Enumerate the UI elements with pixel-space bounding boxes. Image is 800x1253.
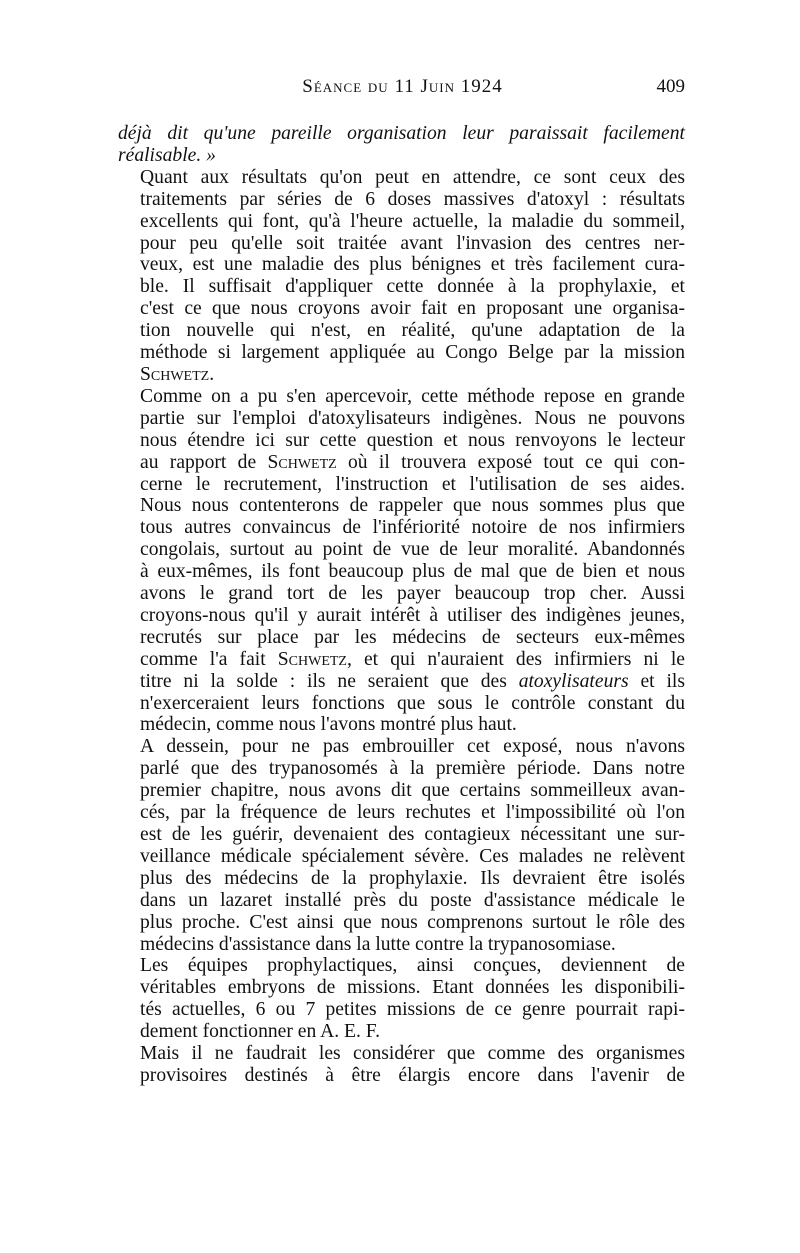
text-line: à eux-mêmes, ils font beaucoup plus de mal que de bien et nous bbox=[140, 561, 685, 583]
text-line: premier chapitre, nous avons dit que certains sommeilleux avan- bbox=[140, 780, 685, 802]
text-line: véritables embryons de missions. Etant données les disponibili- bbox=[140, 977, 685, 999]
text-line: plus des médecins de la prophylaxie. Ils devraient être isolés bbox=[140, 867, 685, 889]
text-line: congolais, surtout au point de vue de leur moralité. Abandonnés bbox=[140, 539, 685, 561]
text-line: plus proche. C'est ainsi que nous comprenons surtout le rôle des bbox=[140, 911, 685, 933]
text-line: cerne le recrutement, l'instruction et l'utilisation de ses aides. bbox=[140, 473, 685, 495]
text-line: dement fonctionner en A. E. F. bbox=[140, 1021, 381, 1043]
author-name: Schwetz bbox=[277, 648, 347, 670]
text-line: recrutés sur place par les médecins de secteurs eux-mêmes bbox=[140, 626, 685, 648]
paragraph-isolation bbox=[118, 736, 685, 955]
text-line: traitements par séries de 6 doses massives d'atoxyl : résultats bbox=[140, 188, 685, 210]
text-line: médecin, comme nous l'avons montré plus haut. bbox=[140, 714, 517, 736]
text-line: est de les guérir, devenaient des contagieux nécessitant une sur- bbox=[140, 824, 685, 845]
text-line: provisoires destinés à être élargis encore dans l'avenir de bbox=[140, 1064, 685, 1086]
text-line: nous étendre ici sur cette question et nous renvoyons le lecteur bbox=[140, 429, 685, 451]
text-line: croyons-nous qu'il y aurait intérêt à utiliser des indigènes jeunes, bbox=[140, 604, 685, 626]
text-line: excellents qui font, qu'à l'heure actuelle, la maladie du sommeil, bbox=[140, 210, 685, 232]
text-line: Comme on a pu s'en apercevoir, cette méthode repose en grande bbox=[140, 385, 685, 407]
text-line: méthode si largement appliquée au Congo Belge par la mission bbox=[140, 342, 685, 364]
body-text bbox=[118, 123, 685, 1087]
text-line: Mais il ne faudrait les considérer que comme des organismes bbox=[140, 1043, 685, 1065]
text-line: veillance médicale spécialement sévère. Ces malades ne relèvent bbox=[140, 845, 685, 867]
text-line: déjà dit qu'une pareille organisation leur paraissait facilement bbox=[118, 123, 685, 144]
text-line: ble. Il suffisait d'appliquer cette donnée à la prophylaxie, et bbox=[140, 276, 685, 298]
text-line: cés, par la fréquence de leurs rechutes et l'impossibilité où l'on bbox=[140, 802, 685, 824]
text-line: Les équipes prophylactiques, ainsi conçues, deviennent de bbox=[140, 955, 685, 977]
emphasis: atoxylisateurs bbox=[518, 670, 629, 692]
text-line: tés actuelles, 6 ou 7 petites missions de ce genre pourrait rapi- bbox=[140, 999, 685, 1021]
paragraph-quote-end bbox=[118, 123, 685, 167]
text-line: A dessein, pour ne pas embrouiller cet exposé, nous n'avons bbox=[140, 736, 685, 758]
paragraph-results bbox=[118, 167, 685, 386]
text-line: c'est ce que nous croyons avoir fait en proposant une organisa- bbox=[140, 298, 685, 320]
text-run: au rapport de bbox=[140, 451, 268, 473]
text-run: , et qui n'auraient des infirmiers ni le bbox=[346, 648, 685, 670]
text-line: Quant aux résultats qu'on peut en attendre, ce sont ceux des bbox=[140, 166, 685, 188]
text-line: tion nouvelle qui n'est, en réalité, qu'une adaptation de la bbox=[140, 320, 685, 342]
text-line: n'exerceraient leurs fonctions que sous le contrôle constant du bbox=[140, 692, 685, 714]
page-header bbox=[120, 74, 685, 100]
text-line: dans un lazaret installé près du poste d'assistance médicale le bbox=[140, 889, 685, 911]
text-line: avons le grand tort de les payer beaucoup trop cher. Aussi bbox=[140, 583, 685, 605]
text-line: partie sur l'emploi d'atoxylisateurs indigènes. Nous ne pouvons bbox=[140, 407, 685, 429]
text-run: titre ni la solde : ils ne seraient que des bbox=[140, 670, 519, 692]
text-line: Nous nous contenterons de rappeler que nous sommes plus que bbox=[140, 495, 685, 517]
text-line: pour peu qu'elle soit traitée avant l'invasion des centres ner- bbox=[140, 232, 685, 254]
text-line: veux, est une maladie des plus bénignes et très facilement cura- bbox=[140, 254, 685, 276]
text-line bbox=[118, 671, 685, 693]
page-number: 409 bbox=[656, 76, 685, 97]
text-line bbox=[118, 452, 685, 474]
author-name: Schwetz bbox=[267, 451, 337, 473]
paragraph-provisional bbox=[118, 1043, 685, 1087]
text-line bbox=[118, 649, 685, 671]
text-run: et ils bbox=[628, 670, 685, 692]
text-line: réalisable. » bbox=[118, 144, 216, 166]
text-line: parlé que des trypanosomés à la première période. Dans notre bbox=[140, 758, 685, 780]
running-title: Séance du 11 Juin 1924 bbox=[302, 76, 503, 97]
text-line: médecins d'assistance dans la lutte contre la trypanosomiase. bbox=[140, 933, 616, 955]
paragraph-method bbox=[118, 386, 685, 737]
text-line: tous autres convaincus de l'infériorité notoire de nos infirmiers bbox=[140, 517, 685, 539]
text-line: Schwetz. bbox=[140, 363, 215, 385]
paragraph-teams bbox=[118, 955, 685, 1043]
text-run: où il trouvera exposé tout ce qui con- bbox=[336, 451, 686, 473]
text-run: comme l'a fait bbox=[140, 648, 278, 670]
